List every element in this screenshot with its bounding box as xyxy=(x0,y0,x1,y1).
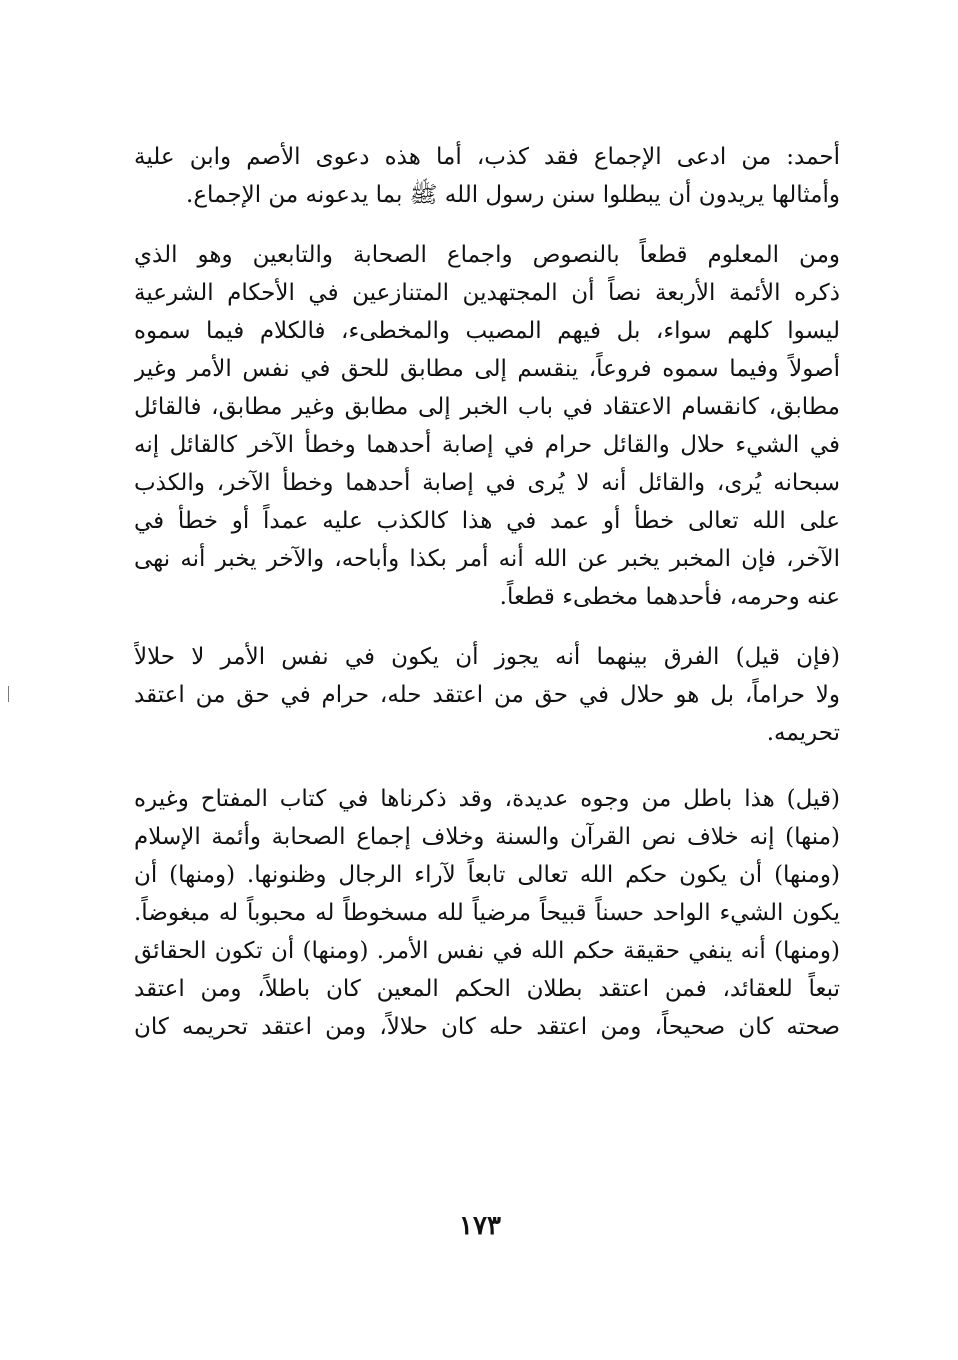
text-line: سبحانه يُرى، والقائل أنه لا يُرى في إصابة أحدهما وخطأ الآخر، والكذب xyxy=(134,470,840,496)
text-line: (ومنها) أن يكون حكم الله تعالى تابعاً لآراء الرجال وظنونها. (ومنها) أن xyxy=(134,862,840,888)
text-line: أحمد: من ادعى الإجماع فقد كذب، أما هذه دعوى الأصم وابن علية xyxy=(134,144,840,170)
text-line: (منها) إنه خلاف نص القرآن والسنة وخلاف إجماع الصحابة وأئمة الإسلام xyxy=(134,824,840,850)
paragraph-1 xyxy=(134,138,840,214)
page-number: ١٧٣ xyxy=(459,1211,501,1241)
text-line: ليسوا كلهم سواء، بل فيهم المصيب والمخطىء، فالكلام فيما سموه xyxy=(134,318,840,344)
text-line: (قيل) هذا باطل من وجوه عديدة، وقد ذكرناها في كتاب المفتاح وغيره xyxy=(134,786,840,812)
text-line: ولا حراماً، بل هو حلال في حق من اعتقد حله، حرام في حق من اعتقد xyxy=(134,682,840,708)
scan-margin-mark xyxy=(8,686,9,702)
text-line: (فإن قيل) الفرق بينهما أنه يجوز أن يكون في نفس الأمر لا حلالاً xyxy=(134,644,840,670)
text-line: تحريمه. xyxy=(766,720,840,746)
text-line: وأمثالها يريدون أن يبطلوا سنن رسول الله ﷺ بما يدعونه من الإجماع. xyxy=(186,182,840,208)
text-line: على الله تعالى خطأ أو عمد في هذا كالكذب عليه عمداً أو خطأ في xyxy=(134,508,840,534)
text-line: في الشيء حلال والقائل حرام في إصابة أحدهما وخطأ الآخر كالقائل إنه xyxy=(134,432,840,458)
body-text xyxy=(134,138,840,1046)
text-line: صحته كان صحيحاً، ومن اعتقد حله كان حلالاً، ومن اعتقد تحريمه كان xyxy=(134,1014,840,1040)
text-line: أصولاً وفيما سموه فروعاً، ينقسم إلى مطابق للحق في نفس الأمر وغير xyxy=(134,356,840,382)
text-line: الآخر، فإن المخبر يخبر عن الله أنه أمر بكذا وأباحه، والآخر يخبر أنه نهى xyxy=(134,546,840,572)
text-line: (ومنها) أنه ينفي حقيقة حكم الله في نفس الأمر. (ومنها) أن تكون الحقائق xyxy=(134,938,840,964)
paragraph-3 xyxy=(134,638,840,752)
paragraph-4 xyxy=(134,780,840,1046)
paragraph-gap xyxy=(134,752,840,780)
text-line: يكون الشيء الواحد حسناً قبيحاً مرضياً لله مسخوطاً له محبوباً له مبغوضاً. xyxy=(134,900,840,926)
paragraph-gap xyxy=(134,616,840,638)
paragraph-2 xyxy=(134,236,840,616)
text-line: ذكره الأئمة الأربعة نصاً أن المجتهدين المتنازعين في الأحكام الشرعية xyxy=(134,280,840,306)
text-line: مطابق، كانقسام الاعتقاد في باب الخبر إلى مطابق وغير مطابق، فالقائل xyxy=(134,394,840,420)
text-line: تبعاً للعقائد، فمن اعتقد بطلان الحكم المعين كان باطلاً، ومن اعتقد xyxy=(134,976,840,1002)
text-line: عنه وحرمه، فأحدهما مخطىء قطعاً. xyxy=(499,584,840,610)
paragraph-gap xyxy=(134,214,840,236)
text-line: ومن المعلوم قطعاً بالنصوص واجماع الصحابة والتابعين وهو الذي xyxy=(134,242,840,268)
